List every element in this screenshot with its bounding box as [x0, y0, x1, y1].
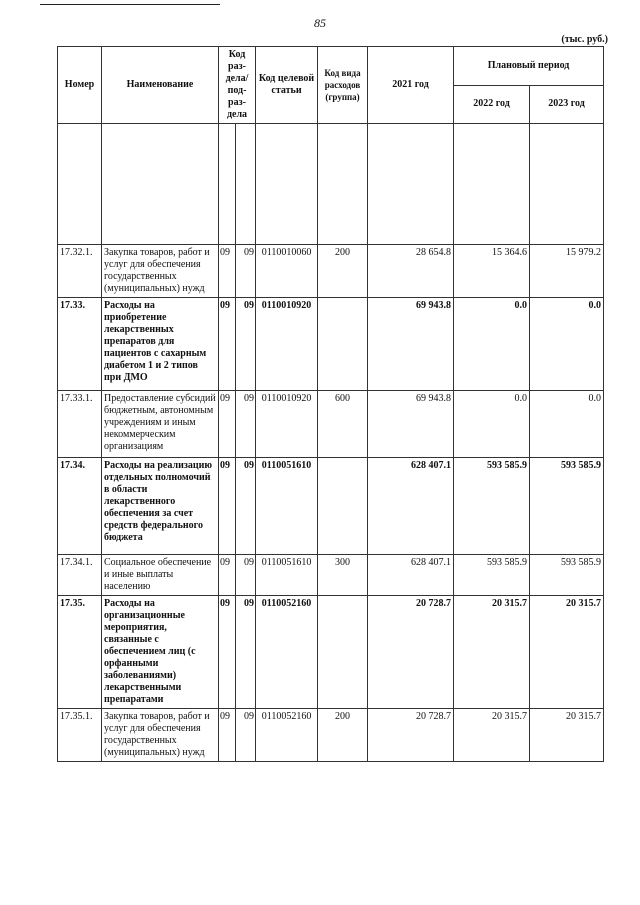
header-number: Номер	[58, 47, 102, 124]
header-section-code: Код раз-дела/ под-раз-дела	[219, 47, 256, 124]
table-row	[58, 458, 604, 555]
row-number: 17.33.1.	[58, 391, 102, 458]
table-row	[58, 298, 604, 391]
row-name: Закупка товаров, работ и услуг для обеспечения государственных (муниципальных) нужд	[102, 245, 219, 298]
table-row	[58, 596, 604, 709]
row-expense-group: 600	[318, 391, 368, 458]
row-2023: 0.0	[530, 298, 604, 391]
row-2021: 628 407.1	[368, 458, 454, 555]
row-section: 09	[219, 709, 236, 762]
spacer-row	[58, 124, 604, 245]
row-2022: 593 585.9	[454, 458, 530, 555]
row-target-code: 0110010060	[256, 245, 318, 298]
row-subsection: 09	[236, 555, 256, 596]
header-year-2023: 2023 год	[530, 85, 604, 124]
row-expense-group	[318, 596, 368, 709]
table-row	[58, 391, 604, 458]
top-rule	[40, 4, 220, 5]
row-expense-group	[318, 298, 368, 391]
row-section: 09	[219, 245, 236, 298]
row-section: 09	[219, 298, 236, 391]
row-subsection: 09	[236, 245, 256, 298]
row-target-code: 0110051610	[256, 555, 318, 596]
row-2021: 28 654.8	[368, 245, 454, 298]
row-expense-group: 300	[318, 555, 368, 596]
header-target-code: Код целевой статьи	[256, 47, 318, 124]
row-subsection: 09	[236, 596, 256, 709]
row-target-code: 0110010920	[256, 298, 318, 391]
row-section: 09	[219, 596, 236, 709]
row-2023: 593 585.9	[530, 555, 604, 596]
header-expense-group: Код вида расходов (группа)	[318, 47, 368, 124]
row-section: 09	[219, 555, 236, 596]
row-target-code: 0110052160	[256, 709, 318, 762]
row-number: 17.34.1.	[58, 555, 102, 596]
header-year-2022: 2022 год	[454, 85, 530, 124]
row-2023: 15 979.2	[530, 245, 604, 298]
row-expense-group	[318, 458, 368, 555]
row-target-code: 0110052160	[256, 596, 318, 709]
row-2021: 69 943.8	[368, 298, 454, 391]
row-subsection: 09	[236, 709, 256, 762]
row-2023: 593 585.9	[530, 458, 604, 555]
row-section: 09	[219, 391, 236, 458]
row-2023: 20 315.7	[530, 709, 604, 762]
row-2022: 20 315.7	[454, 709, 530, 762]
row-2021: 628 407.1	[368, 555, 454, 596]
row-target-code: 0110010920	[256, 391, 318, 458]
page-number: 85	[314, 16, 326, 30]
row-section: 09	[219, 458, 236, 555]
row-subsection: 09	[236, 391, 256, 458]
table-row	[58, 709, 604, 762]
row-name: Расходы на приобретение лекарственных препаратов для пациентов с сахарным диабетом 1 и 2 типов при ДМО	[102, 298, 219, 391]
row-subsection: 09	[236, 458, 256, 555]
row-2022: 20 315.7	[454, 596, 530, 709]
row-number: 17.35.	[58, 596, 102, 709]
table-row	[58, 245, 604, 298]
units-label: (тыс. руб.)	[561, 34, 608, 45]
row-2022: 0.0	[454, 391, 530, 458]
row-number: 17.32.1.	[58, 245, 102, 298]
row-2021: 20 728.7	[368, 709, 454, 762]
table-row	[58, 555, 604, 596]
row-2023: 0.0	[530, 391, 604, 458]
row-number: 17.33.	[58, 298, 102, 391]
row-2022: 0.0	[454, 298, 530, 391]
row-number: 17.35.1.	[58, 709, 102, 762]
row-2022: 15 364.6	[454, 245, 530, 298]
row-2023: 20 315.7	[530, 596, 604, 709]
row-name: Расходы на реализацию отдельных полномочий в области лекарственного обеспечения за счет средств федерального бюджета	[102, 458, 219, 555]
row-2022: 593 585.9	[454, 555, 530, 596]
row-expense-group: 200	[318, 245, 368, 298]
row-name: Расходы на организационные мероприятия, связанные с обеспечением лиц (с орфанными заболеваниями) лекарственными препаратами	[102, 596, 219, 709]
row-2021: 69 943.8	[368, 391, 454, 458]
row-name: Закупка товаров, работ и услуг для обеспечения государственных (муниципальных) нужд	[102, 709, 219, 762]
header-plan-period: Плановый период	[454, 47, 604, 86]
row-target-code: 0110051610	[256, 458, 318, 555]
row-name: Социальное обеспечение и иные выплаты населению	[102, 555, 219, 596]
budget-table	[57, 46, 604, 762]
header-year-2021: 2021 год	[368, 47, 454, 124]
row-name: Предоставление субсидий бюджетным, автономным учреждениям и иным некоммерческим организациям	[102, 391, 219, 458]
row-2021: 20 728.7	[368, 596, 454, 709]
row-expense-group: 200	[318, 709, 368, 762]
row-subsection: 09	[236, 298, 256, 391]
header-name: Наименование	[102, 47, 219, 124]
row-number: 17.34.	[58, 458, 102, 555]
